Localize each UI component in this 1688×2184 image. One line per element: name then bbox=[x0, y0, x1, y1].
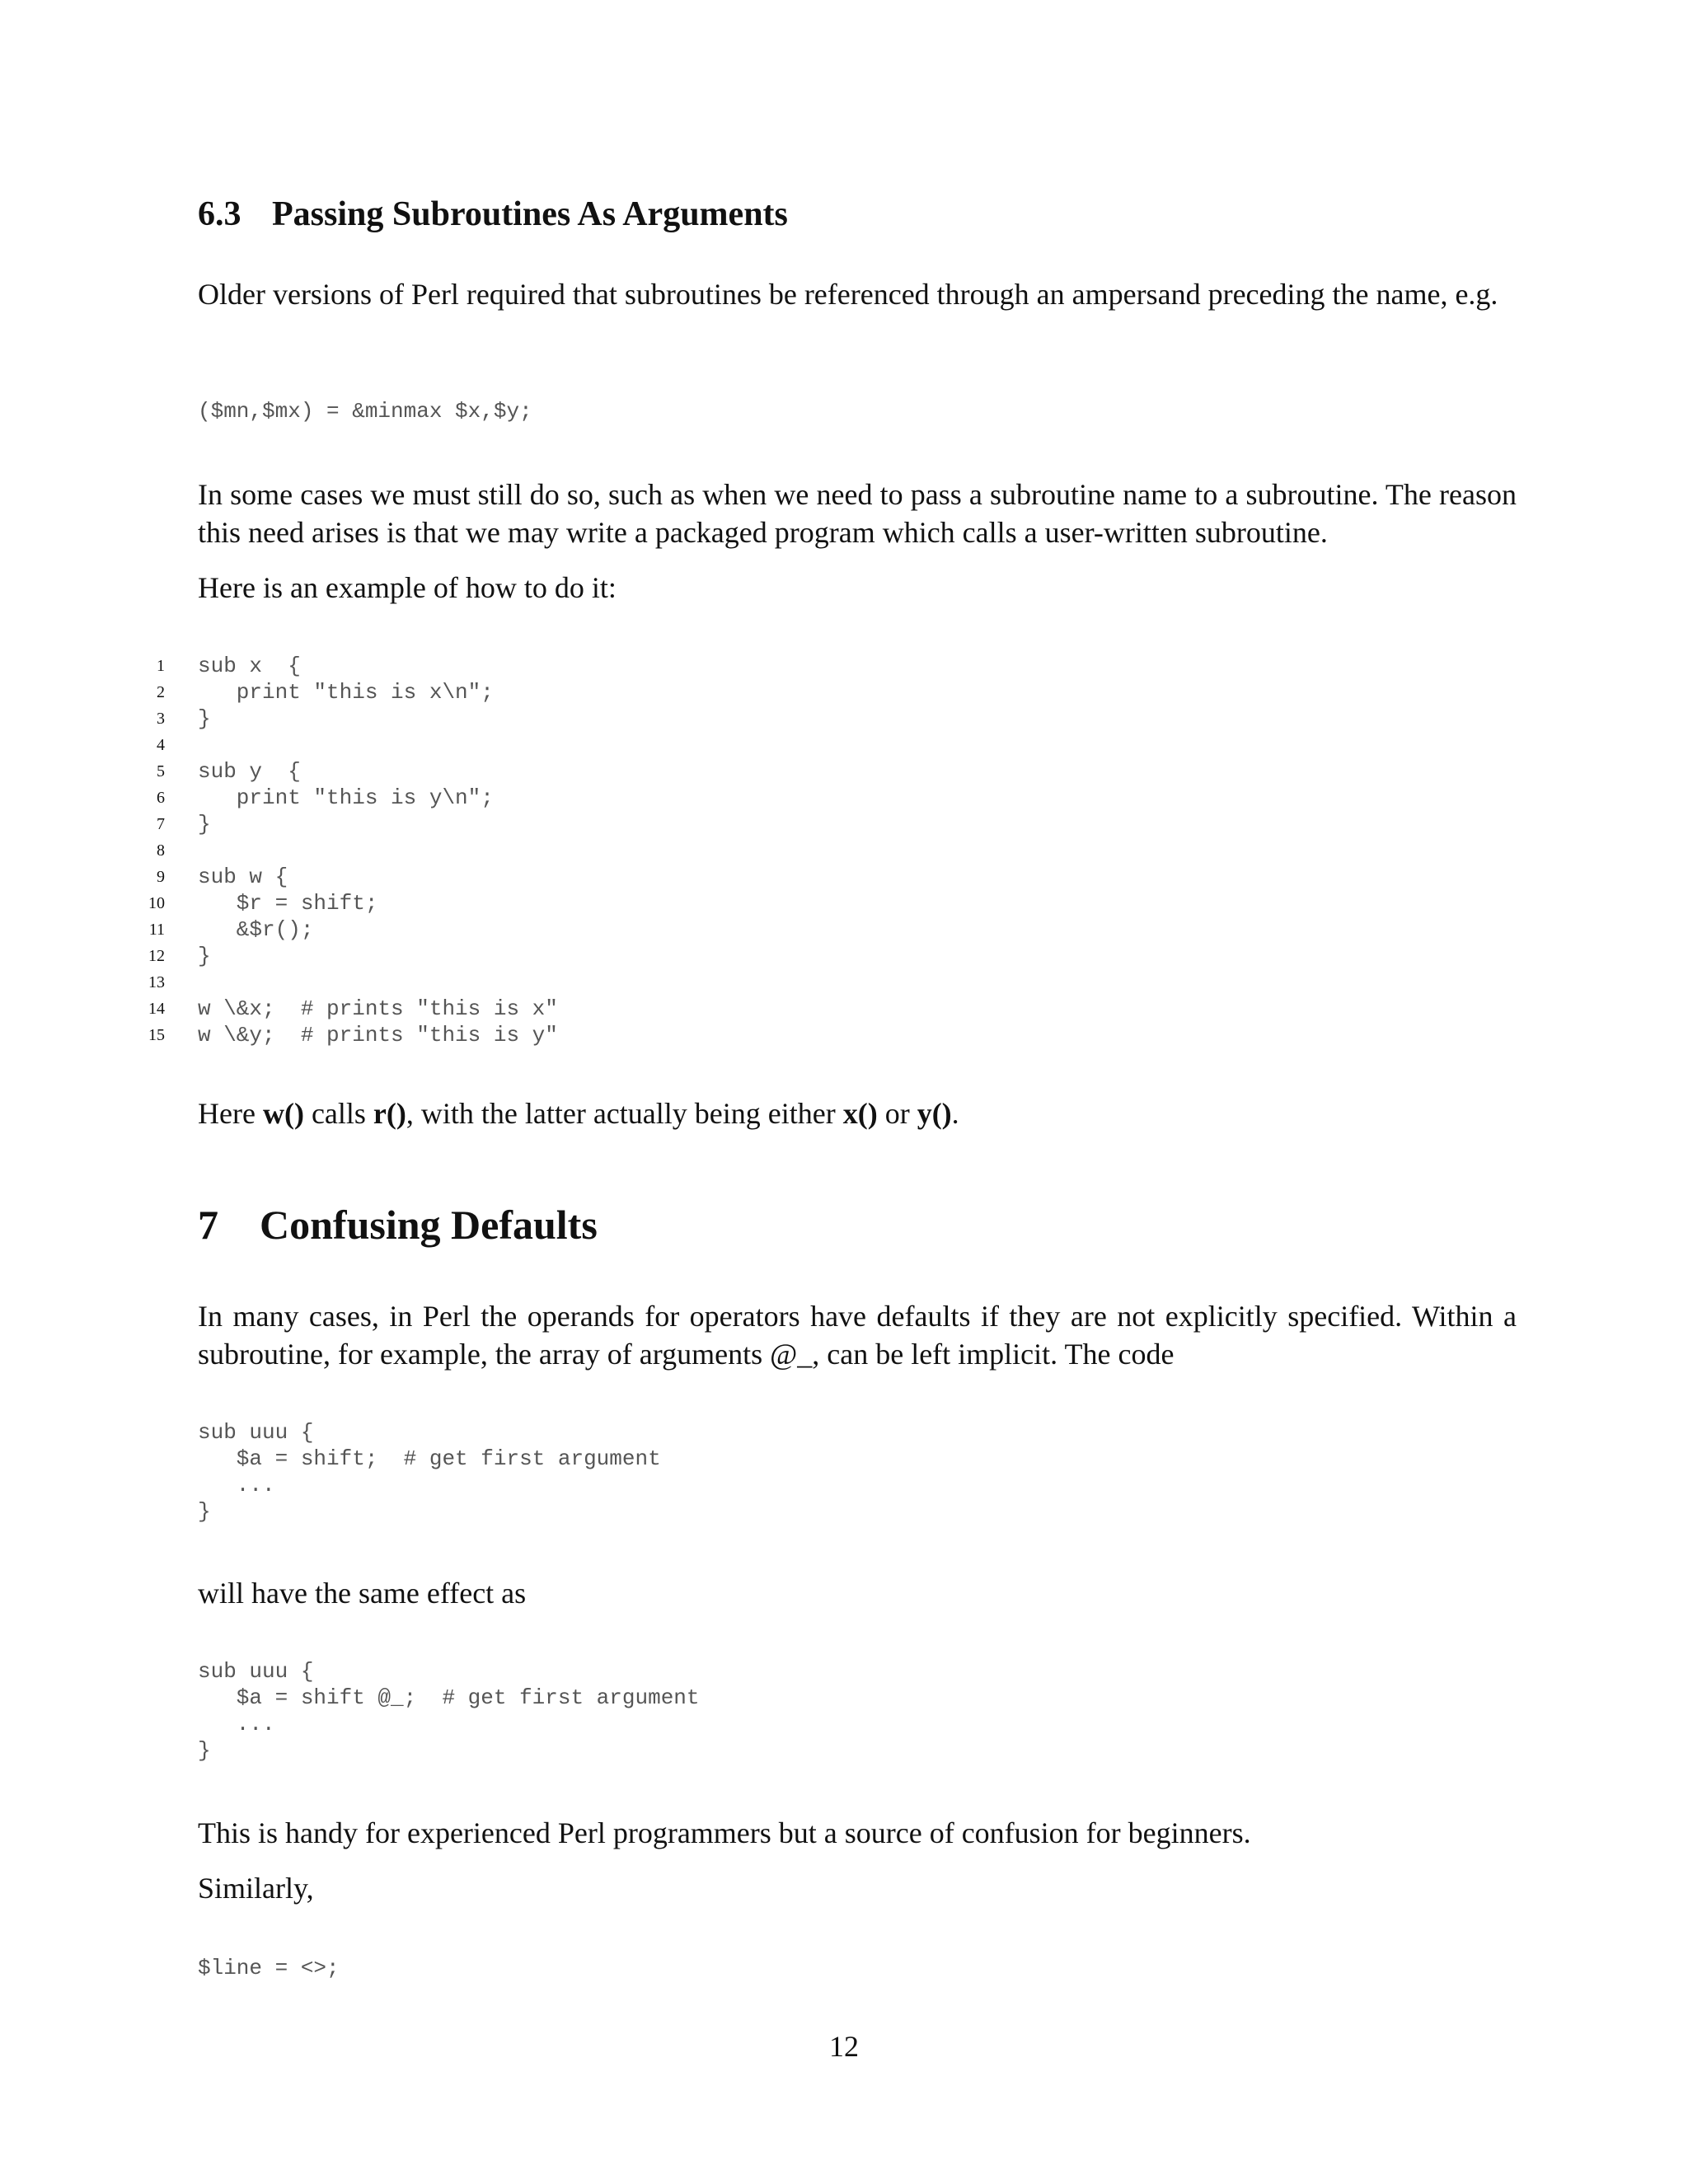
paragraph: In some cases we must still do so, such as when we need to pass a subroutine name to a subroutine. The reason this need arises is that we may write a packaged program which calls a user-written subroutine. bbox=[198, 478, 1517, 549]
code-reference: r() bbox=[373, 1097, 406, 1130]
listing-code: sub x { bbox=[198, 654, 301, 678]
line-number: 14 bbox=[148, 1000, 165, 1018]
listing-line bbox=[115, 969, 558, 996]
listing-code: sub y { bbox=[198, 759, 301, 784]
listing-line bbox=[115, 837, 558, 864]
listing-line bbox=[115, 864, 558, 890]
page-number: 12 bbox=[829, 2030, 859, 2063]
listing-line bbox=[115, 811, 558, 837]
listing-code: &$r(); bbox=[198, 917, 314, 942]
paragraph: In many cases, in Perl the operands for operators have defaults if they are not explicitly specified. Within a subroutine, for example, the array of arguments @_, can be left implicit. The code bbox=[198, 1300, 1517, 1371]
listing-code: } bbox=[198, 812, 211, 837]
line-number: 9 bbox=[157, 868, 165, 886]
paragraph: This is handy for experienced Perl programmers but a source of confusion for beginners. bbox=[198, 1816, 1251, 1849]
text-run: . bbox=[951, 1097, 959, 1130]
listing-line bbox=[115, 653, 558, 679]
text-run: Here bbox=[198, 1097, 263, 1130]
line-number: 15 bbox=[148, 1026, 165, 1044]
listing-line bbox=[115, 732, 558, 758]
line-number: 3 bbox=[157, 710, 165, 728]
code-listing bbox=[115, 653, 558, 1048]
code-reference: w() bbox=[262, 1097, 304, 1130]
code-block: ($mn,$mx) = &minmax $x,$y; bbox=[198, 399, 532, 424]
listing-code: sub w { bbox=[198, 865, 288, 889]
listing-line bbox=[115, 679, 558, 705]
section-heading-6-3 bbox=[198, 194, 788, 234]
listing-line bbox=[115, 785, 558, 811]
paragraph: Older versions of Perl required that subroutines be referenced through an ampersand preceding the name, e.g. bbox=[198, 278, 1498, 311]
section-number: 6.3 bbox=[198, 195, 241, 233]
code-block: sub uuu { $a = shift; # get first argument ... } bbox=[198, 1420, 661, 1524]
paragraph: Here is an example of how to do it: bbox=[198, 571, 617, 604]
listing-line bbox=[115, 996, 558, 1022]
listing-line bbox=[115, 1022, 558, 1048]
listing-line bbox=[115, 758, 558, 785]
line-number: 4 bbox=[157, 736, 165, 754]
line-number: 8 bbox=[157, 841, 165, 860]
code-reference: x() bbox=[842, 1097, 878, 1130]
listing-code: } bbox=[198, 944, 211, 968]
code-reference: y() bbox=[917, 1097, 952, 1130]
line-number: 11 bbox=[148, 921, 165, 939]
paragraph: will have the same effect as bbox=[198, 1577, 527, 1610]
code-block: $line = <>; bbox=[198, 1956, 340, 1980]
listing-code: $r = shift; bbox=[198, 891, 378, 916]
line-number: 1 bbox=[157, 657, 165, 675]
line-number: 6 bbox=[157, 789, 165, 807]
listing-line bbox=[115, 705, 558, 732]
line-number: 5 bbox=[157, 762, 165, 780]
listing-code: w \&y; # prints "this is y" bbox=[198, 1023, 558, 1047]
line-number: 12 bbox=[148, 947, 165, 965]
line-number: 10 bbox=[148, 894, 165, 912]
section-number: 7 bbox=[198, 1202, 218, 1248]
paragraph bbox=[198, 1094, 1517, 1132]
listing-code: print "this is y\n"; bbox=[198, 785, 494, 810]
paragraph: Similarly, bbox=[198, 1872, 314, 1905]
line-number: 13 bbox=[148, 973, 165, 991]
text-run: calls bbox=[303, 1097, 373, 1130]
listing-code: w \&x; # prints "this is x" bbox=[198, 996, 558, 1021]
text-run: , with the latter actually being either bbox=[406, 1097, 843, 1130]
section-title: Confusing Defaults bbox=[260, 1202, 598, 1248]
section-title: Passing Subroutines As Arguments bbox=[272, 195, 788, 233]
code-block: sub uuu { $a = shift @_; # get first argument ... } bbox=[198, 1659, 700, 1763]
line-number: 7 bbox=[157, 815, 165, 833]
listing-line bbox=[115, 943, 558, 969]
section-heading-7 bbox=[198, 1201, 598, 1249]
line-number: 2 bbox=[157, 683, 165, 701]
text-run: or bbox=[877, 1097, 917, 1130]
listing-line bbox=[115, 916, 558, 943]
listing-code: } bbox=[198, 706, 211, 731]
listing-code: print "this is x\n"; bbox=[198, 680, 494, 705]
listing-line bbox=[115, 890, 558, 916]
